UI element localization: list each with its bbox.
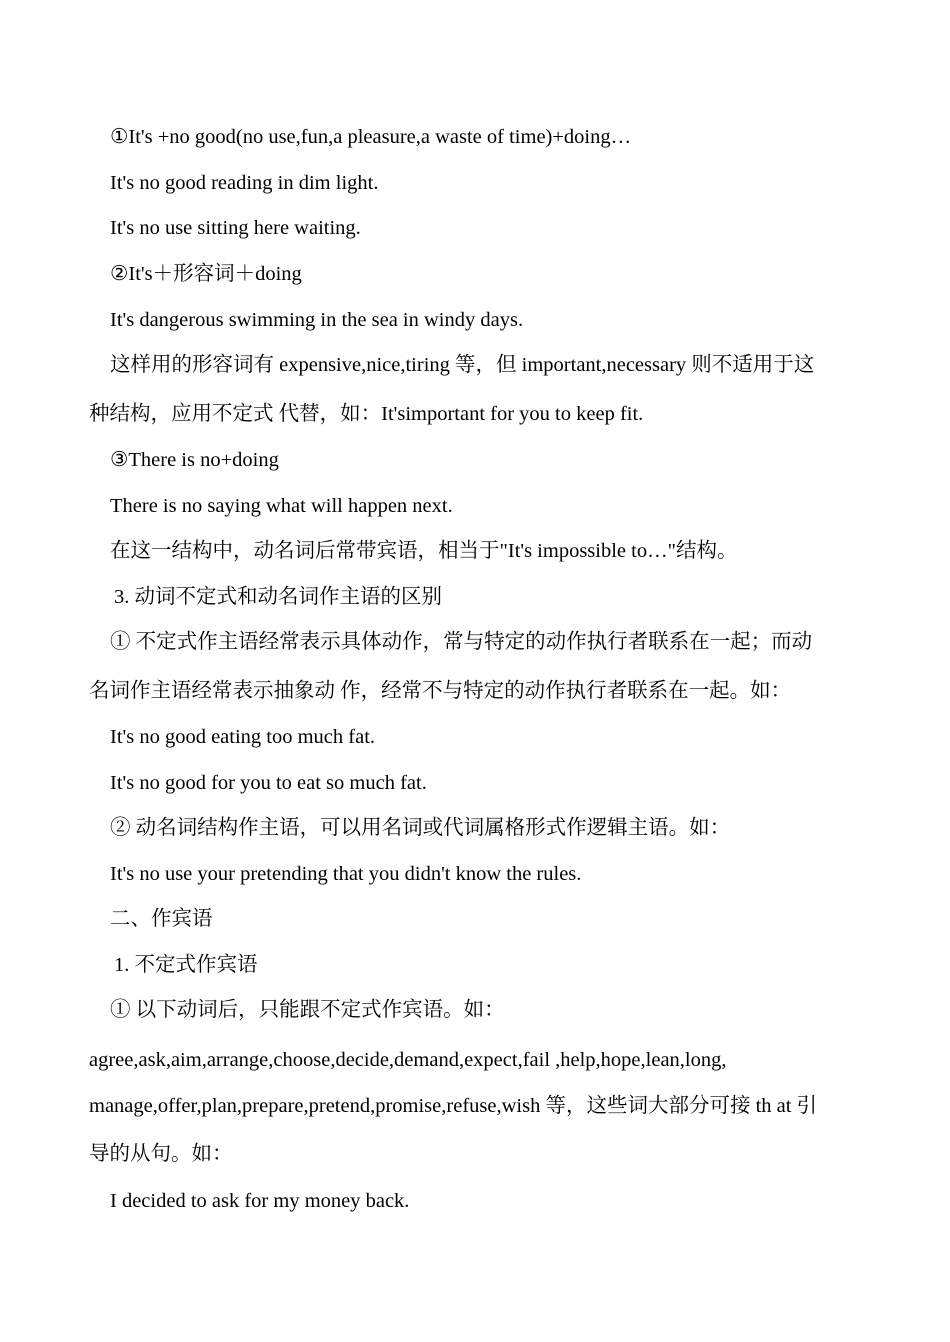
verb-list-cont: 导的从句。如： [89,1143,233,1165]
example-sentence: I decided to ask for my money back. [110,1190,410,1212]
explanation-paragraph: 在这一结构中，动名词后常带宾语，相当于"It's impossible to…"结构。 [110,540,738,562]
section-heading-object: 二、作宾语 [110,908,213,930]
explanation-paragraph: ① 以下动词后，只能跟不定式作宾语。如： [110,999,505,1021]
explanation-paragraph: ② 动名词结构作主语，可以用名词或代词属格形式作逻辑主语。如： [110,817,731,839]
verb-list-cont: manage,offer,plan,prepare,pretend,promise,refuse,wish 等，这些词大部分可接 th at 引 [89,1095,818,1117]
example-sentence: There is no saying what will happen next. [110,495,453,517]
verb-list: agree,ask,aim,arrange,choose,decide,demand,expect,fail ,help,hope,lean,long, [89,1049,727,1071]
explanation-paragraph: 这样用的形容词有 expensive,nice,tiring 等，但 important,necessary 则不适用于这 [110,354,815,376]
subsection-1-heading: 1. 不定式作宾语 [114,954,258,976]
example-sentence: It's no use sitting here waiting. [110,217,361,239]
rule-2-heading: ②It's＋形容词＋doing [110,263,302,285]
explanation-paragraph: ① 不定式作主语经常表示具体动作，常与特定的动作执行者联系在一起；而动 [110,631,813,653]
explanation-paragraph-cont: 种结构，应用不定式 代替，如：It'simportant for you to keep fit. [89,403,644,425]
rule-3-heading: ③There is no+doing [110,449,279,471]
example-sentence: It's no good reading in dim light. [110,172,379,194]
explanation-paragraph-cont: 名词作主语经常表示抽象动 作，经常不与特定的动作执行者联系在一起。如： [89,680,792,702]
example-sentence: It's no good for you to eat so much fat. [110,772,427,794]
section-3-heading: 3. 动词不定式和动名词作主语的区别 [114,586,442,608]
example-sentence: It's dangerous swimming in the sea in windy days. [110,309,524,331]
example-sentence: It's no good eating too much fat. [110,726,376,748]
rule-1-heading: ①It's +no good(no use,fun,a pleasure,a waste of time)+doing… [110,126,632,148]
example-sentence: It's no use your pretending that you didn't know the rules. [110,863,582,885]
